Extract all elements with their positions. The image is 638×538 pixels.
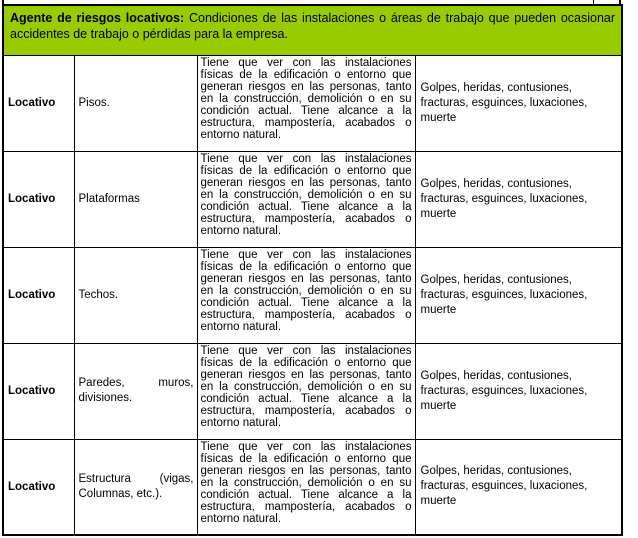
item-cell: Estructura (vigas, Columnas, etc.). (74, 439, 197, 535)
item-cell: Pisos. (74, 55, 197, 151)
consequences-cell: Golpes, heridas, contusiones, fracturas, esguinces, luxaciones, muerte (415, 439, 622, 535)
description-cell: Tiene que ver con las instalaciones físicas de la edificación o entorno que generan riesgos en las personas, tanto en la construcción, demolición o en su condición actual. Tiene alcance a la estructura, mampostería, acabados o entorno natural. (197, 55, 415, 151)
agent-cell: Locativo (3, 151, 74, 247)
header-title: Agente de riesgos locativos: (10, 11, 185, 25)
agent-cell: Locativo (3, 439, 74, 535)
consequences-cell: Golpes, heridas, contusiones, fracturas, esguinces, luxaciones, muerte (415, 343, 622, 439)
agent-cell: Locativo (3, 343, 74, 439)
table-row (3, 151, 622, 247)
locative-risk-table (2, 4, 623, 536)
table-row (3, 55, 622, 151)
consequences-cell: Golpes, heridas, contusiones, fracturas, esguinces, luxaciones, muerte (415, 55, 622, 151)
consequences-cell: Golpes, heridas, contusiones, fracturas, esguinces, luxaciones, muerte (415, 247, 622, 343)
description-cell: Tiene que ver con las instalaciones físicas de la edificación o entorno que generan riesgos en las personas, tanto en la construcción, demolición o en su condición actual. Tiene alcance a la estructura, mampostería, acabados o entorno natural. (197, 343, 415, 439)
description-cell: Tiene que ver con las instalaciones físicas de la edificación o entorno que generan riesgos en las personas, tanto en la construcción, demolición o en su condición actual. Tiene alcance a la estructura, mampostería, acabados o entorno natural. (197, 247, 415, 343)
table-header-row (3, 5, 622, 55)
table-row (3, 439, 622, 535)
item-cell: Plataformas (74, 151, 197, 247)
description-cell: Tiene que ver con las instalaciones físicas de la edificación o entorno que generan riesgos en las personas, tanto en la construcción, demolición o en su condición actual. Tiene alcance a la estructura, mampostería, acabados o entorno natural. (197, 439, 415, 535)
description-cell: Tiene que ver con las instalaciones físicas de la edificación o entorno que generan riesgos en las personas, tanto en la construcción, demolición o en su condición actual. Tiene alcance a la estructura, mampostería, acabados o entorno natural. (197, 151, 415, 247)
agent-cell: Locativo (3, 55, 74, 151)
agent-cell: Locativo (3, 247, 74, 343)
item-cell: Paredes, muros, divisiones. (74, 343, 197, 439)
consequences-cell: Golpes, heridas, contusiones, fracturas, esguinces, luxaciones, muerte (415, 151, 622, 247)
table-row (3, 247, 622, 343)
table-row (3, 343, 622, 439)
item-cell: Techos. (74, 247, 197, 343)
header-description: Condiciones de las instalaciones o áreas de trabajo que pueden ocasionar accidentes de trabajo o pérdidas para la empresa. (10, 11, 616, 41)
table-header (3, 5, 622, 55)
